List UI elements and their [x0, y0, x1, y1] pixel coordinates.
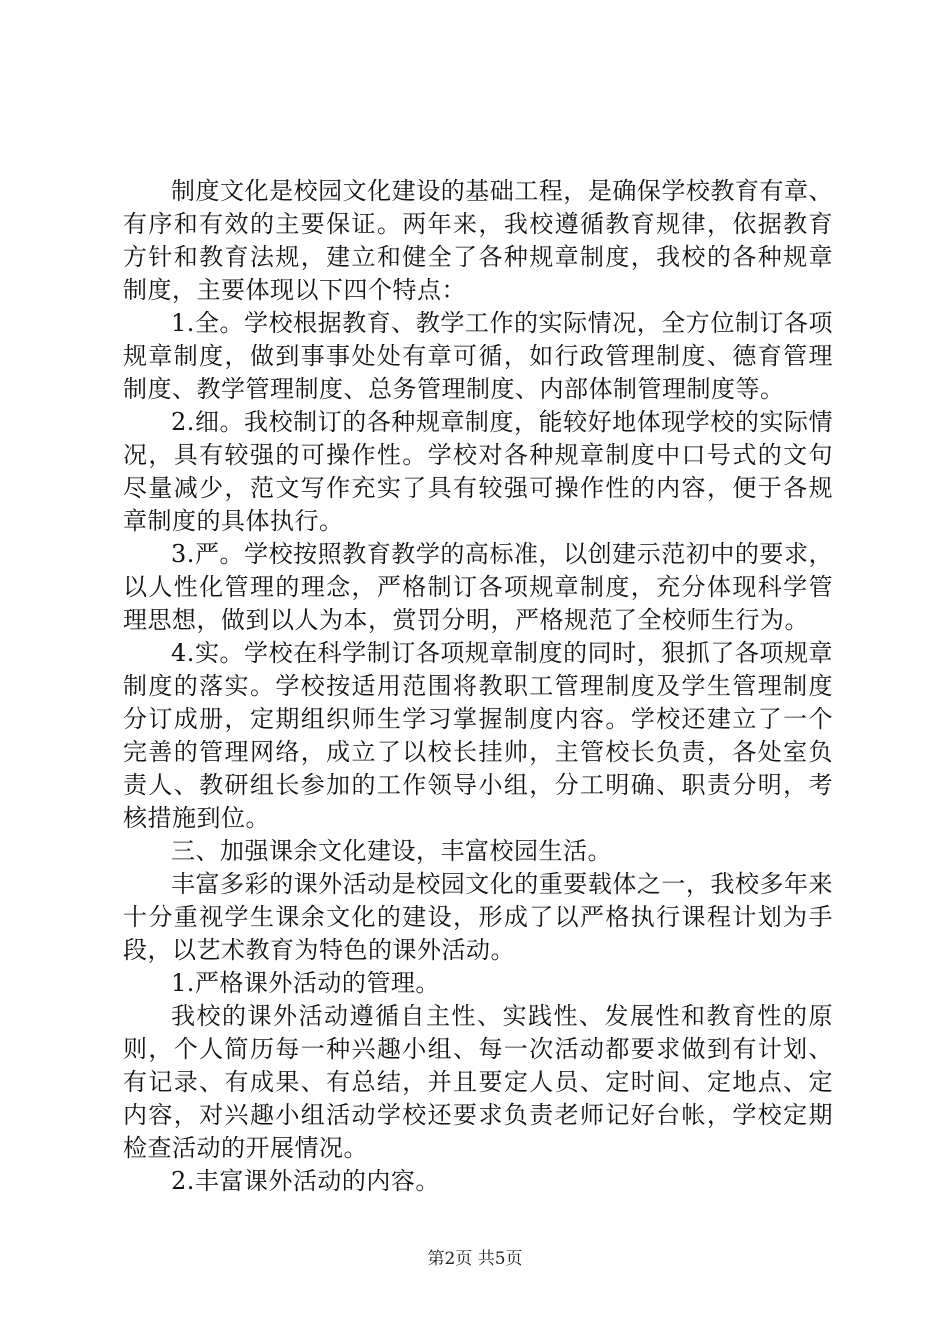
paragraph-point-3: 3.严。学校按照教育教学的高标准，以创建示范初中的要求，以人性化管理的理念，严格制订各项规章制度，充分体现科学管理思想，做到以人为本，赏罚分明，严格规范了全校师生行为。: [123, 540, 833, 634]
subheading-1: 1.严格课外活动的管理。: [171, 969, 440, 997]
paragraph-section-3-intro: 丰富多彩的课外活动是校园文化的重要载体之一，我校多年来十分重视学生课余文化的建设，形成了以严格执行课程计划为手段，以艺术教育为特色的课外活动。: [123, 870, 833, 964]
document-body: [123, 175, 833, 1198]
paragraph-point-1: 1.全。学校根据教育、教学工作的实际情况，全方位制订各项规章制度，做到事事处处有章可循，如行政管理制度、德育管理制度、教学管理制度、总务管理制度、内部体制管理制度等。: [123, 309, 833, 403]
paragraph-intro: 制度文化是校园文化建设的基础工程，是确保学校教育有章、有序和有效的主要保证。两年来，我校遵循教育规律，依据教育方针和教育法规，建立和健全了各种规章制度，我校的各种规章制度，主要体现以下四个特点：: [123, 177, 833, 304]
paragraph-point-4: 4.实。学校在科学制订各项规章制度的同时，狠抓了各项规章制度的落实。学校按适用范围将教职工管理制度及学生管理制度分订成册，定期组织师生学习掌握制度内容。学校还建立了一个完善的管理网络，成立了以校长挂帅，主管校长负责，各处室负责人、教研组长参加的工作领导小组，分工明确、职责分明，考核措施到位。: [123, 639, 833, 832]
paragraph-point-2: 2.细。我校制订的各种规章制度，能较好地体现学校的实际情况，具有较强的可操作性。学校对各种规章制度中口号式的文句尽量减少，范文写作充实了具有较强可操作性的内容，便于各规章制度的具体执行。: [123, 408, 833, 535]
page-number-footer: 第2页 共5页: [427, 1249, 523, 1269]
subheading-2: 2.丰富课外活动的内容。: [171, 1167, 440, 1195]
paragraph-activity-management: 我校的课外活动遵循自主性、实践性、发展性和教育性的原则，个人简历每一种兴趣小组、每一次活动都要求做到有计划、有记录、有成果、有总结，并且要定人员、定时间、定地点、定内容，对兴趣小组活动学校还要求负责老师记好台帐，学校定期检查活动的开展情况。: [123, 1002, 833, 1162]
section-heading-3: 三、加强课余文化建设，丰富校园生活。: [171, 837, 612, 865]
